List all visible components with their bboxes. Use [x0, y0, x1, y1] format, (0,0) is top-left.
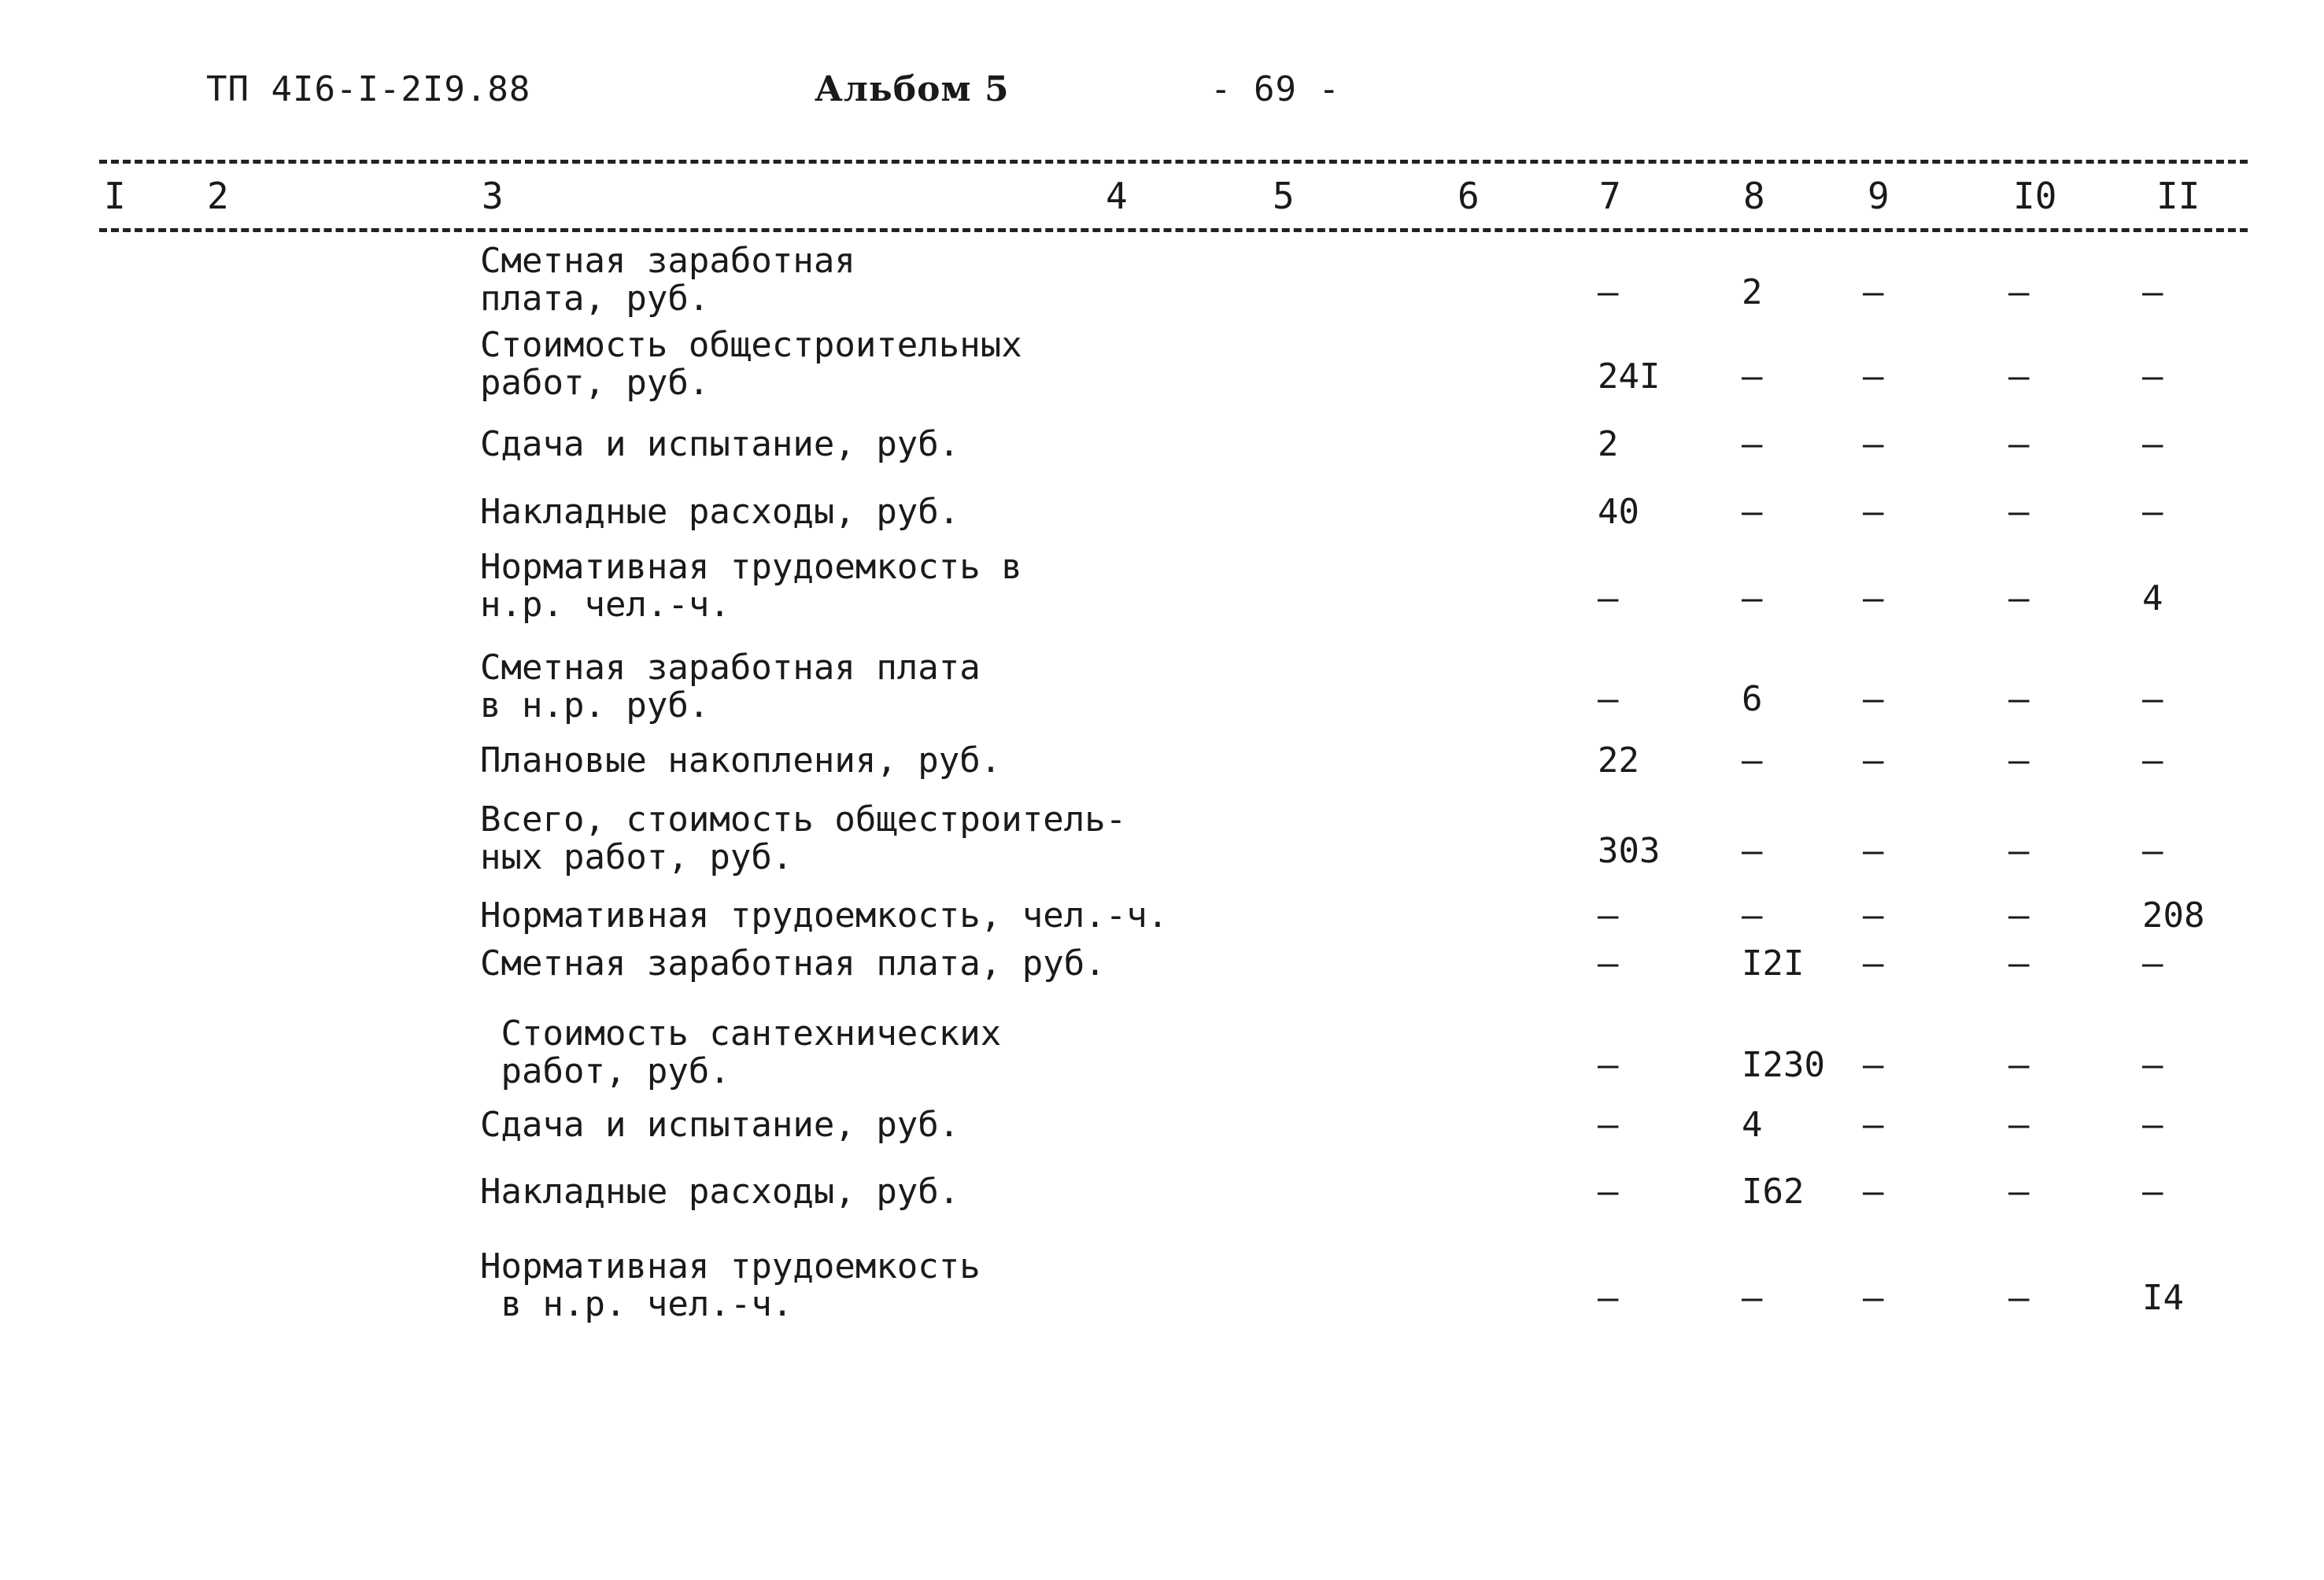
cell-col-11: –	[2142, 272, 2163, 312]
column-number-10: I0	[2013, 175, 2057, 217]
cell-col-7: –	[1598, 272, 1619, 312]
cell-col-10: –	[2008, 578, 2030, 618]
cell-col-11: 208	[2142, 895, 2205, 936]
cell-col-11: I4	[2142, 1278, 2184, 1318]
row-label	[480, 242, 855, 318]
cell-col-10: –	[2008, 943, 2030, 984]
column-number-8: 8	[1743, 175, 1765, 217]
row-label-line: Всего, стоимость общестроитель-	[480, 799, 1127, 840]
cell-col-11: –	[2142, 831, 2163, 871]
cell-col-7: –	[1598, 895, 1619, 936]
cell-col-7: –	[1598, 679, 1619, 719]
row-label	[480, 1248, 981, 1323]
row-label-line: Сметная заработная плата, руб.	[480, 943, 1106, 984]
cell-col-8: –	[1742, 424, 1763, 464]
cell-col-7: 22	[1598, 740, 1639, 781]
column-number-1: I	[104, 175, 126, 217]
cell-col-9: –	[1863, 1045, 1884, 1085]
cell-col-9: –	[1863, 943, 1884, 984]
row-label-line: в н.р. руб.	[480, 685, 710, 725]
cell-col-9: –	[1863, 578, 1884, 618]
cell-col-11: –	[2142, 492, 2163, 532]
cell-col-9: –	[1863, 1105, 1884, 1145]
column-number-7: 7	[1599, 175, 1621, 217]
row-label-line: Сметная заработная	[480, 241, 855, 281]
cell-col-9: –	[1863, 740, 1884, 781]
row-label-line: плата, руб.	[480, 279, 710, 319]
row-label-line: Стоимость сантехнических	[480, 1013, 1002, 1054]
cell-col-8: –	[1742, 831, 1763, 871]
column-number-4: 4	[1106, 175, 1128, 217]
column-number-2: 2	[207, 175, 229, 217]
row-label-line: Стоимость общестроительных	[480, 325, 1022, 365]
cell-col-8: 2	[1742, 272, 1763, 312]
row-label	[480, 493, 959, 531]
column-number-9: 9	[1868, 175, 1890, 217]
cell-col-10: –	[2008, 1172, 2030, 1212]
cell-col-11: –	[2142, 740, 2163, 781]
cell-col-10: –	[2008, 1105, 2030, 1145]
row-label-line: Накладные расходы, руб.	[480, 492, 960, 532]
cell-col-10: –	[2008, 895, 2030, 936]
cell-col-9: –	[1863, 679, 1884, 719]
cell-col-8: –	[1742, 895, 1763, 936]
cell-col-9: –	[1863, 424, 1884, 464]
row-label-line: Сдача и испытание, руб.	[480, 1105, 960, 1145]
cell-col-7: –	[1598, 1278, 1619, 1318]
cell-col-10: –	[2008, 356, 2030, 397]
row-label	[480, 742, 1001, 780]
row-label	[480, 945, 1106, 983]
cell-col-10: –	[2008, 492, 2030, 532]
cell-col-8: 6	[1742, 679, 1763, 719]
column-number-6: 6	[1458, 175, 1480, 217]
row-label-line: Нормативная трудоемкость в	[480, 547, 1022, 587]
cell-col-11: –	[2142, 356, 2163, 397]
cell-col-8: 4	[1742, 1105, 1763, 1145]
cell-col-9: –	[1863, 1278, 1884, 1318]
cell-col-9: –	[1863, 356, 1884, 397]
cell-col-10: –	[2008, 679, 2030, 719]
row-label-line: Плановые накопления, руб.	[480, 740, 1002, 781]
cell-col-7: 303	[1598, 831, 1661, 871]
table-header-rule	[99, 228, 2248, 232]
cell-col-10: –	[2008, 1045, 2030, 1085]
row-label-line: Накладные расходы, руб.	[480, 1172, 960, 1212]
row-label	[480, 649, 981, 725]
cell-col-7: 2	[1598, 424, 1619, 464]
row-label-line: н.р. чел.-ч.	[480, 585, 730, 625]
cell-col-11: –	[2142, 943, 2163, 984]
cell-col-10: –	[2008, 831, 2030, 871]
cell-col-11: –	[2142, 1105, 2163, 1145]
row-label	[480, 548, 1022, 624]
page-number: - 69 -	[1210, 69, 1340, 109]
cell-col-10: –	[2008, 740, 2030, 781]
cell-col-9: –	[1863, 492, 1884, 532]
cell-col-9: –	[1863, 272, 1884, 312]
column-number-5: 5	[1273, 175, 1295, 217]
row-label	[480, 426, 959, 463]
row-label	[480, 1106, 959, 1144]
document-code: ТП 4I6-I-2I9.88	[206, 69, 531, 109]
cell-col-10: –	[2008, 424, 2030, 464]
cell-col-7: –	[1598, 1172, 1619, 1212]
row-label	[480, 327, 1022, 402]
row-label-line: в н.р. чел.-ч.	[480, 1284, 793, 1324]
album-label: Альбом 5	[815, 69, 1010, 109]
row-label	[480, 1173, 959, 1211]
cell-col-8: –	[1742, 1278, 1763, 1318]
cell-col-9: –	[1863, 831, 1884, 871]
row-label	[480, 801, 1126, 877]
cell-col-7: –	[1598, 578, 1619, 618]
row-label	[480, 897, 1168, 935]
cell-col-9: –	[1863, 895, 1884, 936]
row-label-line: Сметная заработная плата	[480, 648, 981, 688]
cell-col-11: –	[2142, 1172, 2163, 1212]
cell-col-9: –	[1863, 1172, 1884, 1212]
column-number-11: II	[2156, 175, 2200, 217]
cell-col-11: –	[2142, 679, 2163, 719]
row-label-line: ных работ, руб.	[480, 837, 793, 877]
cell-col-8: I230	[1742, 1045, 1825, 1085]
cell-col-8: –	[1742, 356, 1763, 397]
cell-col-11: 4	[2142, 578, 2163, 618]
column-number-3: 3	[482, 175, 504, 217]
row-label	[480, 1015, 1001, 1091]
cell-col-10: –	[2008, 272, 2030, 312]
cell-col-8: –	[1742, 740, 1763, 781]
cell-col-8: I2I	[1742, 943, 1805, 984]
cell-col-7: –	[1598, 943, 1619, 984]
cell-col-7: 40	[1598, 492, 1639, 532]
table-top-rule	[99, 160, 2248, 164]
cell-col-11: –	[2142, 1045, 2163, 1085]
cell-col-10: –	[2008, 1278, 2030, 1318]
cell-col-8: I62	[1742, 1172, 1805, 1212]
row-label-line: Сдача и испытание, руб.	[480, 424, 960, 464]
row-label-line: работ, руб.	[480, 363, 710, 403]
row-label-line: Нормативная трудоемкость, чел.-ч.	[480, 895, 1169, 936]
cell-col-8: –	[1742, 578, 1763, 618]
cell-col-11: –	[2142, 424, 2163, 464]
row-label-line: Нормативная трудоемкость	[480, 1246, 981, 1287]
row-label-line: работ, руб.	[480, 1051, 730, 1091]
cell-col-8: –	[1742, 492, 1763, 532]
cell-col-7: –	[1598, 1045, 1619, 1085]
cell-col-7: –	[1598, 1105, 1619, 1145]
cell-col-7: 24I	[1598, 356, 1661, 397]
